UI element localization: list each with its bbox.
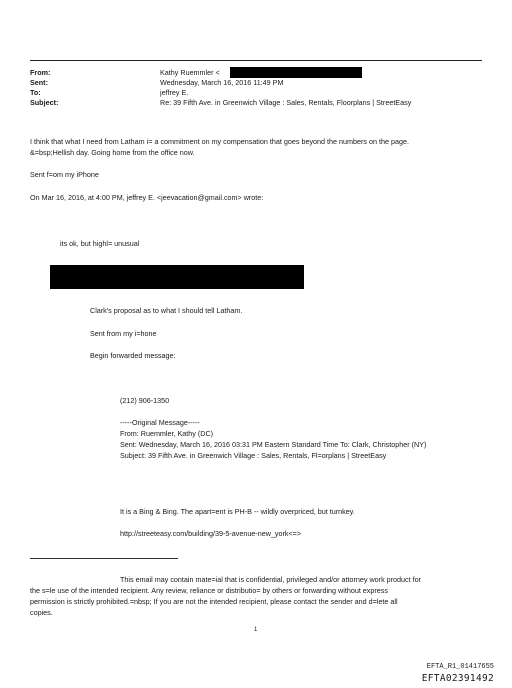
bing-line: It is a Bing & Bing. The apart=ent is PH-B -- wildly overpriced, but turnkey. [120,507,355,516]
bates-number-large: EFTA02391492 [421,673,494,684]
original-sent: Sent: Wednesday, March 16, 2016 03:31 PM Eastern Standard Time To: Clark, Christopher (NY) [120,440,427,449]
redaction-block [50,265,304,289]
sent-from-iphone-2: Sent from my i=hone [90,329,157,338]
footer-separator [30,558,178,559]
streeteasy-link[interactable]: http://streeteasy.com/building/39-5-avenue-new_york<=> [120,529,302,538]
sent-value: Wednesday, March 16, 2016 11:49 PM [160,78,284,87]
disclaimer-line-3: permission is strictly prohibited.=nbsp; If you are not the intended recipient, please contact the sender and d=lete all [30,597,398,606]
redaction-bar [230,67,362,78]
page-number: 1 [254,627,258,633]
begin-forwarded-message: Begin forwarded message: [90,351,176,360]
to-value: jeffrey E. [160,88,189,97]
body-line-1: I think that what I need from Latham i= a commitment on my compensation that goes beyond the numbers on the page. [30,137,409,146]
original-subject: Subject: 39 Fifth Ave. in Greenwich Village : Sales, Rentals, Fl=orplans | StreetEasy [120,451,387,460]
reply-line: its ok, but highl= unusual [60,239,140,248]
sent-from-iphone: Sent f=om my iPhone [30,170,99,179]
to-label: To: [30,88,41,97]
from-value: Kathy Ruemmler < [160,68,220,77]
disclaimer-line-1: This email may contain mate=ial that is confidential, privileged and/or attorney work product for [120,575,422,584]
subject-value: Re: 39 Fifth Ave. in Greenwich Village : Sales, Rentals, Floorplans | StreetEasy [160,98,412,107]
disclaimer-line-4: copies. [30,608,53,617]
subject-label: Subject: [30,98,59,107]
bates-number-small: EFTA_R1_01417655 [426,663,494,671]
original-message-marker: -----Original Message----- [120,418,200,427]
header-top-rule [30,60,482,61]
body-line-2: &=bsp;Hellish day. Going home from the office now. [30,148,195,157]
clark-proposal-line: Clark's proposal as to what I should tell Latham. [90,306,243,315]
phone-number: (212) 906-1350 [120,396,170,405]
from-label: From: [30,68,51,77]
original-from: From: Ruemmler, Kathy (DC) [120,429,214,438]
disclaimer-line-2: the s=le use of the intended recipient. Any review, reliance or distributio= by others or forwarding without express [30,586,388,595]
quote-intro: On Mar 16, 2016, at 4:00 PM, jeffrey E. <jeevacation@gmail.com> wrote: [30,193,264,202]
sent-label: Sent: [30,78,48,87]
